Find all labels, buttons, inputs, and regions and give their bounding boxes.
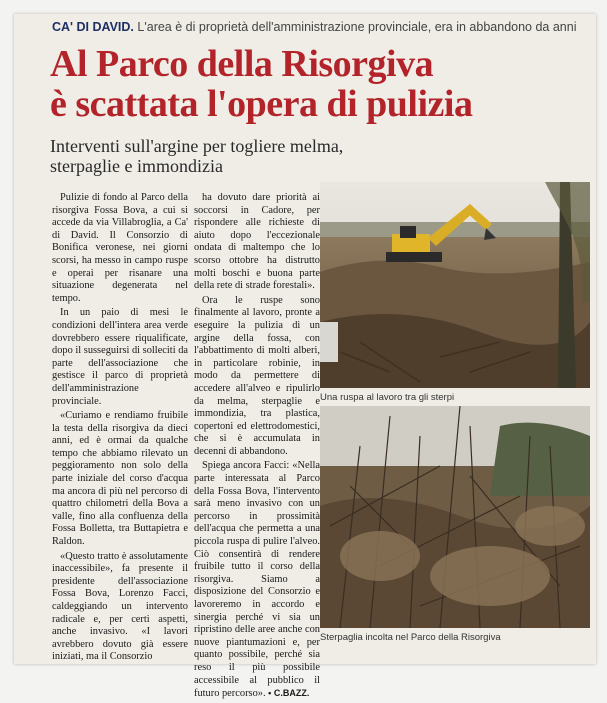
photo-brush xyxy=(320,406,590,628)
photo-brush-image xyxy=(320,406,590,628)
headline xyxy=(50,44,590,124)
headline-line-1: Al Parco della Risorgiva xyxy=(50,43,434,85)
photo-excavator-image xyxy=(320,182,590,388)
paragraph: Ora le ruspe sono finalmente al lavoro, pronte a eseguire la pulizia di un argine della fossa, con l'abbattimento di molti alberi, in particolare robinie, in modo da permettere di accedere all'alveo e ripulirlo da melma, sterpaglie e immondizia, tra plastica, copertoni ed elettrodomestici, che si è accumulata in decenni di abbandono. xyxy=(194,294,320,457)
paragraph: «Curiamo e rendiamo fruibile la testa della risorgiva da dieci anni, ed è ormai da qualche tempo che abbiamo rilevato un peggioramento non solo della parte iniziale del corso d'acqua ma ancora di più nel percorso di quattro chilometri della Bova a valle, fino alla confluenza della Fossa Bolletta, tra Buttapietra e Raldon. xyxy=(52,410,188,548)
paragraph: ha dovuto dare priorità ai soccorsi in Cadore, per rispondere alle richieste di aiuto dopo l'eccezionale ondata di maltempo che lo scorso ottobre ha distrutto molti boschi e buona parte della rete di strade forestali». xyxy=(194,192,320,292)
kicker-text: L'area è di proprietà dell'amministrazione provinciale, era in abbandono da anni xyxy=(137,20,577,34)
kicker xyxy=(52,20,592,34)
body-column-1 xyxy=(52,192,188,666)
deck: Interventi sull'argine per togliere melma, sterpaglie e immondizia xyxy=(50,136,344,176)
photo-excavator xyxy=(320,182,590,388)
caption-1: Una ruspa al lavoro tra gli sterpi xyxy=(320,392,455,403)
headline-line-2: è scattata l'opera di pulizia xyxy=(50,83,473,125)
paragraph: «Questo tratto è assolutamente inaccessibile», fa presente il presidente dell'associazione Fossa Bova, Lorenzo Facci, caldeggiando un intervento radicale e, per certi aspetti, anche invasivo. «I lavori avrebbero dovuto già essere iniziati, ma il Consorzio xyxy=(52,550,188,663)
paragraph-text: Spiega ancora Facci: «Nella parte interessata al Parco della Fossa Bova, l'intervento sarà meno invasivo con un percorso in prossimità dell'acqua che permetta a una piccola ruspa di pulire l'alveo. Ciò consentirà di rendere fruibile tutto il corso della risorgiva. Siamo a disposizione del Consorzio e lavoreremo in accordo e sinergia perché vi sia un ripristino delle aree anche con nuove piantumazioni e, per quanto possibile, perché sia reso il più possibile accessibile al pubblico il futuro percorso». xyxy=(194,460,320,700)
body-column-2 xyxy=(194,192,320,703)
caption-2: Sterpaglia incolta nel Parco della Risorgiva xyxy=(320,632,501,643)
paragraph: Pulizie di fondo al Parco della risorgiva Fossa Bova, a cui si accede da via Villabroglia, a Ca' di David. Il Consorzio di Bonifica veronese, nei giorni scorsi, ha messo in campo ruspe e operai per risanare una situazione degenerata nel tempo. xyxy=(52,192,188,304)
byline: • C.BAZZ. xyxy=(268,688,310,699)
kicker-place: CA' DI DAVID. xyxy=(52,20,134,34)
newspaper-clipping xyxy=(14,14,596,700)
paragraph xyxy=(194,460,320,700)
paragraph: In un paio di mesi le condizioni dell'intera area verde dovrebbero essere riqualificate, dopo il susseguirsi di solleciti da parte dell'associazione che gestisce il parco di proprietà dell'amministrazione provinciale. xyxy=(52,307,188,407)
